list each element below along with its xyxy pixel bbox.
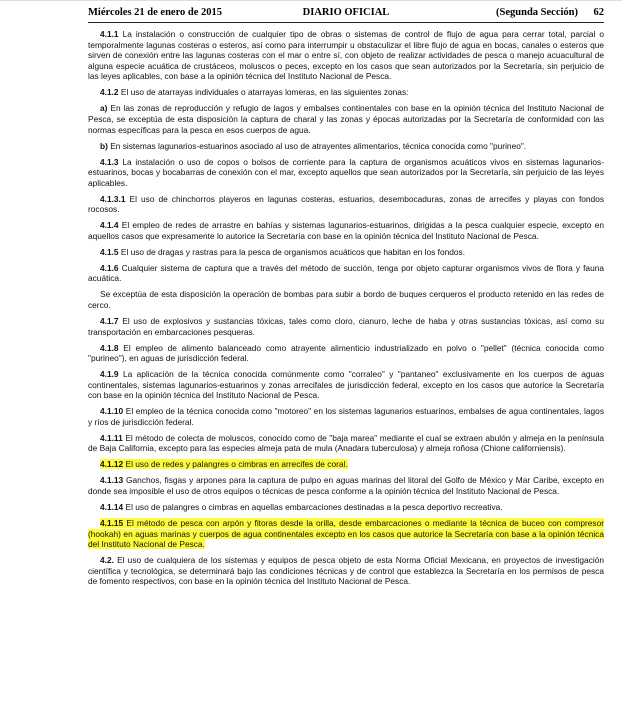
paragraph-number: 4.1.6 xyxy=(100,262,119,273)
paragraph-4-1-10 xyxy=(88,406,604,427)
paragraph-4-1-2 xyxy=(88,87,604,98)
paragraph-4-1-3-1 xyxy=(88,194,604,215)
page-header xyxy=(88,7,604,23)
paragraph-number: 4.1.7 xyxy=(100,315,119,326)
paragraph-4-2 xyxy=(88,555,604,587)
header-title: DIARIO OFICIAL xyxy=(302,7,390,18)
header-page-number: 62 xyxy=(593,7,604,18)
paragraph-number: 4.1.5 xyxy=(100,246,119,257)
paragraph-a xyxy=(88,103,604,135)
highlighted-passage xyxy=(100,459,348,469)
paragraph-text: El empleo de redes de arrastre en bahías y sistemas lagunarios-estuarinos, dirigidas a la pesca cualquier especie, excepto en aquellos casos que expresamente lo autorice la Secretaría con base en la opinión técnica del Instituto Nacional de Pesca. xyxy=(88,220,604,241)
paragraph-text: El uso de redes y palangres o cimbras en arrecifes de coral. xyxy=(123,459,348,470)
header-section: (Segunda Sección) xyxy=(496,7,578,18)
paragraph-text: El empleo de la técnica conocida como "motoreo" en los sistemas lagunarios estuarinos, embalses de agua continentales, lagos y ríos de jurisdicción federal. xyxy=(88,406,604,427)
paragraph-number: 4.2. xyxy=(100,555,114,566)
paragraph-text: Ganchos, fisgas y arpones para la captura de pulpo en aguas marinas del litoral del Golfo de México y Mar Caribe, excepto en donde sea imposible el uso de otros equipos o técnicas de pesca conforme a la opinión técnica del Instituto Nacional de Pesca. xyxy=(88,475,604,497)
paragraph-text: El uso de palangres o cimbras en aquellas embarcaciones destinadas a la pesca deportivo recreativa. xyxy=(123,502,503,513)
paragraph-number: a) xyxy=(100,103,108,114)
paragraph-text: La instalación o construcción de cualquier tipo de obras o sistemas de control de flujo de agua para cerrar total, parcial o temporalmente lagunas costeras o esteros, así como para interrumpir u obstaculizar el libre flujo de agua en bocas, canales o esteros que sirven de conexión entre las lagunas costeras con el mar o entre sí, con objeto de realizar actividades de pesca o manejo acuacultural de alguna especie acuática de crustáceos, moluscos o peces, excepto en los casos que sean autorizados por la Secretaría, sin perjuicio de las leyes aplicables, con base a la opinión técnica del Instituto Nacional de Pesca. xyxy=(88,29,604,82)
paragraph-text: Se exceptúa de esta disposición la operación de bombas para subir a bordo de buques cerqueros el producto retenido en las redes de cerco. xyxy=(88,289,604,310)
paragraph-4-1-13 xyxy=(88,475,604,496)
paragraph-text: El uso de dragas y rastras para la pesca de organismos acuáticos que habitan en los fondos. xyxy=(118,246,466,257)
paragraph-number: 4.1.10 xyxy=(100,406,124,417)
paragraph-text: El uso de atarrayas individuales o atarrayas lomeras, en las siguientes zonas: xyxy=(118,87,409,98)
paragraph-text: La aplicación de la técnica conocida comúnmente como "corraleo" y "pantaneo" exclusivamente en los cuerpos de aguas continentales, sistemas lagunarios-estuarinos y zonas arrecifales de jurisdicción federal, excepto en los casos que autorice la Secretaría con base en la opinión técnica del Instituto Nacional de Pesca. xyxy=(88,369,604,401)
paragraph-text: El uso de explosivos y sustancias tóxicas, tales como cloro, cianuro, leche de haba y otras sustancias tóxicas, así como su transportación en embarcaciones pesqueras. xyxy=(88,315,604,337)
paragraph-4-1-9 xyxy=(88,369,604,401)
paragraph-text: En las zonas de reproducción y refugio de lagos y embalses continentales con base en la opinión técnica del Instituto Nacional de Pesca, se exceptúa de esta disposición la captura de charal y las zonas y épocas autorizadas por la Secretaría de conformidad con las normas específicas para la pesca en esos cuerpos de agua. xyxy=(88,103,604,135)
paragraph-text: El método de colecta de moluscos, conocido como de "baja marea" mediante el cual se extraen abulón y almeja en la península de Baja California, excepto para las especies almeja pata de mula (Anadara tuberculosa) y almeja roñosa (Chione californiensis). xyxy=(88,432,604,454)
paragraph-4-1-5 xyxy=(88,247,604,258)
paragraph-number: 4.1.8 xyxy=(100,342,119,353)
paragraph-number: 4.1.3 xyxy=(100,156,119,167)
paragraph-number: b) xyxy=(100,140,108,151)
paragraph-4-1-8 xyxy=(88,343,604,364)
header-date: Miércoles 21 de enero de 2015 xyxy=(88,7,223,18)
paragraph-number: 4.1.15 xyxy=(100,518,124,528)
paragraph-number: 4.1.11 xyxy=(100,432,123,443)
paragraph-text: El empleo de alimento balanceado como atrayente alimenticio industrializado en polvo o "pellet" (técnica conocida como "purineo"), en aguas de jurisdicción federal. xyxy=(88,342,604,364)
paragraph-number: 4.1.1 xyxy=(100,29,119,39)
paragraph-4-1-14 xyxy=(88,502,604,513)
paragraph-4-1-12 xyxy=(88,459,604,470)
paragraph-number: 4.1.2 xyxy=(100,87,119,98)
paragraph-4-1-7 xyxy=(88,316,604,337)
paragraph-text: El uso de chinchorros playeros en lagunas costeras, estuarios, desembocaduras, zonas de arrecifes y playas con fondos rocosos. xyxy=(88,193,604,215)
paragraph-4-1-11 xyxy=(88,433,604,454)
paragraph-text: La instalación o uso de copos o bolsos de corriente para la captura de organismos acuáticos vivos en sistemas lagunarios-estuarinos, bocas y bocabarras de conexión con el mar, excepto aquellos que sean autorizados por la Secretaría, sin perjuicio de las leyes aplicables. xyxy=(88,156,604,188)
paragraph-exception xyxy=(88,289,604,310)
paragraph-4-1-6 xyxy=(88,263,604,284)
paragraph-text: Cualquier sistema de captura que a través del método de succión, tenga por objeto capturar organismos vivos de flora y fauna acuática. xyxy=(88,262,604,284)
paragraph-number: 4.1.12 xyxy=(100,459,124,470)
document-body xyxy=(88,29,604,592)
paragraph-number: 4.1.14 xyxy=(100,502,124,513)
paragraph-4-1-3 xyxy=(88,157,604,189)
paragraph-number: 4.1.13 xyxy=(100,475,124,486)
header-rule xyxy=(88,22,604,23)
paragraph-number: 4.1.4 xyxy=(100,220,119,231)
paragraph-b xyxy=(88,141,604,152)
paragraph-4-1-15 xyxy=(88,518,604,550)
paragraph-4-1-1 xyxy=(88,29,604,82)
paragraph-number: 4.1.3.1 xyxy=(100,193,126,204)
paragraph-4-1-4 xyxy=(88,220,604,241)
paragraph-text: El método de pesca con arpón y fitoras desde la orilla, desde embarcaciones o mediante la técnica de buceo con compresor (hookah) en aguas marinas y cuerpos de agua continentales excepto en los casos que autorice la Secretaría con base a la opinión técnica del Instituto Nacional de Pesca. xyxy=(88,518,604,550)
highlighted-passage xyxy=(88,518,604,549)
paragraph-number: 4.1.9 xyxy=(100,369,119,380)
paragraph-text: En sistemas lagunarios-estuarinos asociado al uso de atrayentes alimentarios, técnica conocida como "purineo". xyxy=(107,140,527,151)
paragraph-text: El uso de cualquiera de los sistemas y equipos de pesca objeto de esta Norma Oficial Mexicana, en proyectos de investigación científica y tecnológica, se determinará bajo las condiciones técnicas y de control que establezca la Secretaría en los permisos de pesca de fomento respectivos, con base en la opinión técnica del Instituto Nacional de Pesca. xyxy=(88,555,604,587)
